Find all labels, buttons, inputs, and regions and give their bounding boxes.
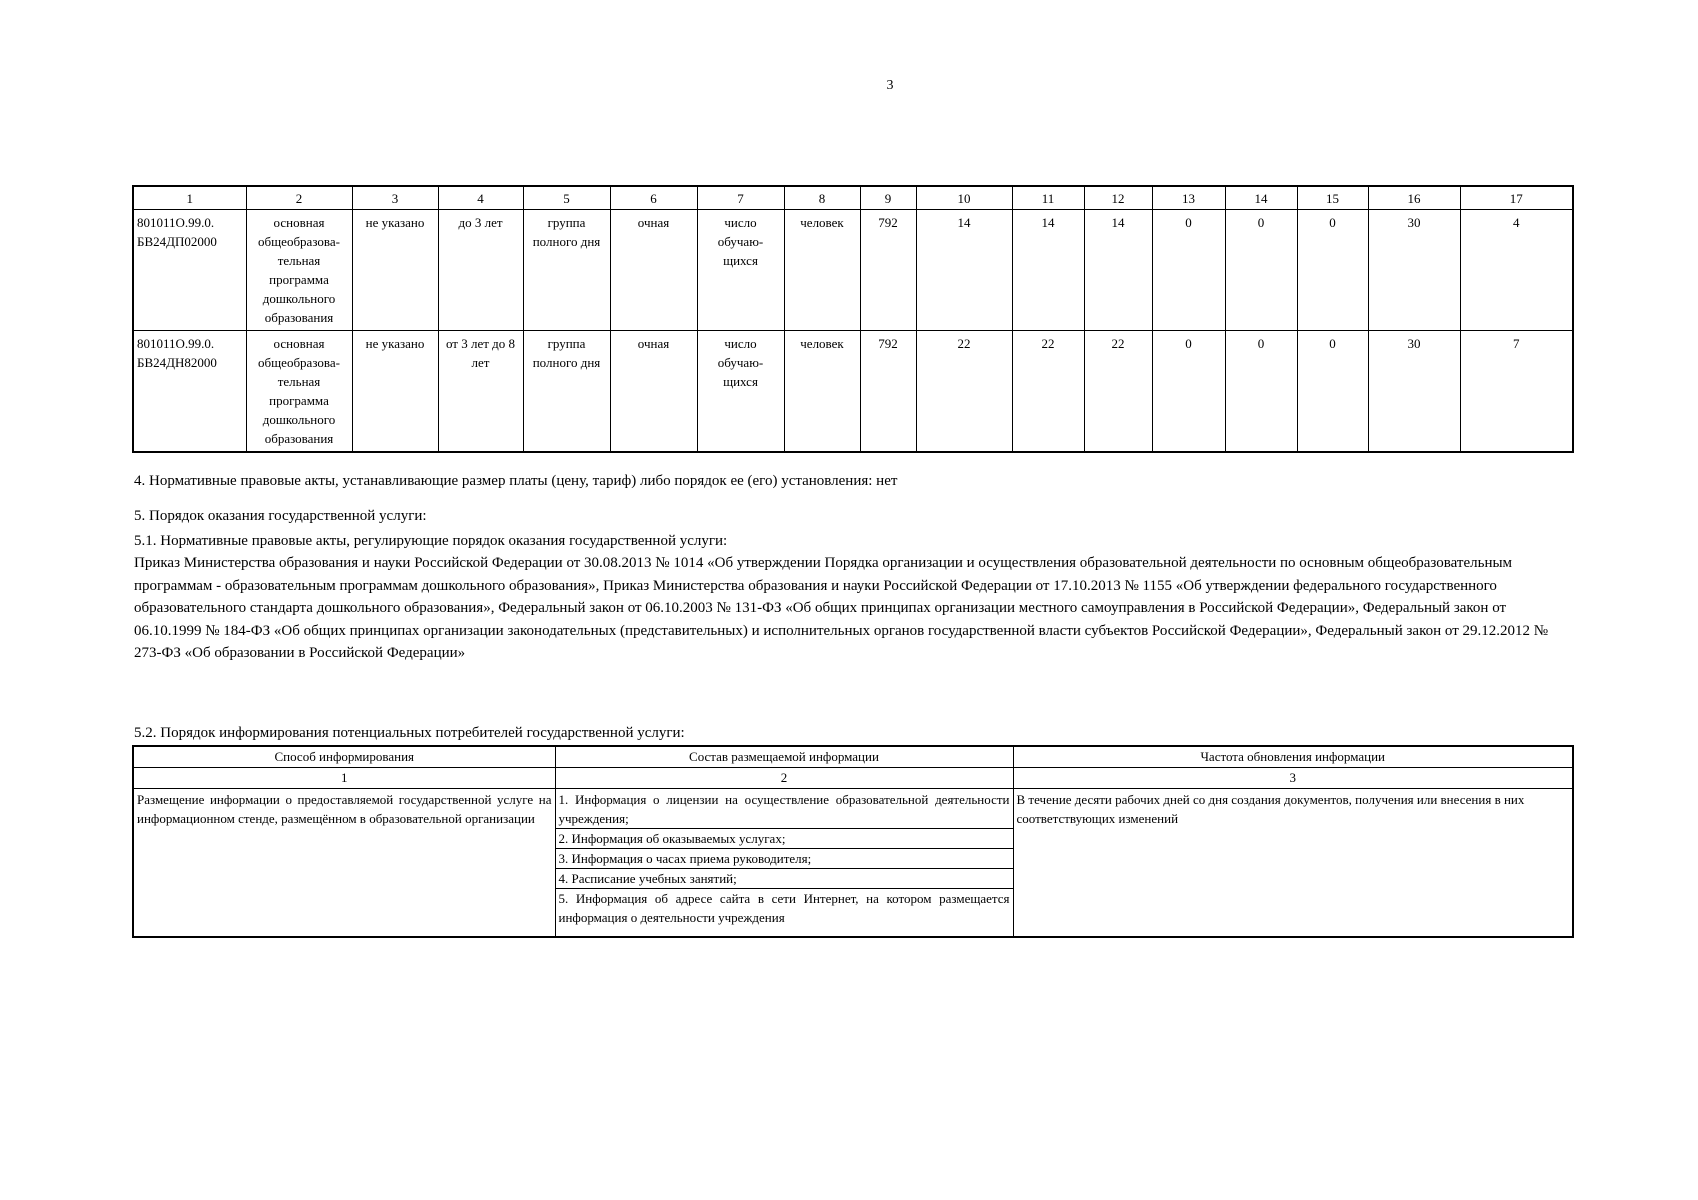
table1-col-number: 7	[697, 186, 784, 210]
indicator-cell: число обучаю- щихся	[697, 210, 784, 331]
section-5-2-heading: 5.2. Порядок информирования потенциальных потребителей государственной услуги:	[134, 725, 685, 741]
value-cell: 30	[1368, 210, 1460, 331]
table1-col-number: 4	[438, 186, 523, 210]
value-cell: 14	[1084, 210, 1152, 331]
indicator-cell: число обучаю- щихся	[697, 331, 784, 453]
value-cell: 0	[1152, 210, 1225, 331]
cell: группа полного дня	[523, 331, 610, 453]
unit-cell: человек	[784, 331, 860, 453]
value-cell: 30	[1368, 331, 1460, 453]
registry-code-cell: 801011О.99.0. БВ24ДН82000	[133, 331, 246, 453]
section-4-text: 4. Нормативные правовые акты, устанавливающие размер платы (цену, тариф) либо порядок ее (его) установления: нет	[134, 473, 898, 489]
value-cell: 0	[1225, 331, 1297, 453]
cell: не указано	[352, 331, 438, 453]
program-cell: основная общеобразова- тельная программа дошкольного образования	[246, 331, 352, 453]
table2-number-row	[133, 768, 1573, 789]
content-item: 1. Информация о лицензии на осуществление образовательной деятельности учреждения;	[558, 792, 1010, 826]
service-volume-table	[132, 185, 1574, 453]
cell: очная	[610, 331, 697, 453]
cell: не указано	[352, 210, 438, 331]
value-cell: 22	[916, 331, 1012, 453]
value-cell: 0	[1152, 331, 1225, 453]
informing-table	[132, 745, 1574, 938]
table1-col-number: 17	[1460, 186, 1573, 210]
program-cell: основная общеобразова- тельная программа дошкольного образования	[246, 210, 352, 331]
registry-code-cell: 801011О.99.0. БВ24ДП02000	[133, 210, 246, 331]
value-cell: 22	[1012, 331, 1084, 453]
value-cell: 7	[1460, 331, 1573, 453]
value-cell: 4	[1460, 210, 1573, 331]
table1-col-number: 8	[784, 186, 860, 210]
information-content-cell	[555, 789, 1013, 938]
table1-col-number: 11	[1012, 186, 1084, 210]
age-cell: от 3 лет до 8 лет	[438, 331, 523, 453]
value-cell: 22	[1084, 331, 1152, 453]
column-number: 1	[133, 768, 555, 789]
table-row	[133, 210, 1573, 331]
table1-col-number: 5	[523, 186, 610, 210]
value-cell: 0	[1225, 210, 1297, 331]
table1-col-number: 10	[916, 186, 1012, 210]
content-item: 4. Расписание учебных занятий;	[556, 868, 1013, 888]
value-cell: 0	[1297, 331, 1368, 453]
column-header: Состав размещаемой информации	[555, 746, 1013, 768]
content-item: 2. Информация об оказываемых услугах;	[556, 828, 1013, 848]
section-5-1-body: Приказ Министерства образования и науки Российской Федерации от 30.08.2013 № 1014 «Об утверждении Порядка организации и осуществления образовательной деятельности по основным общеобразовательным программам - образовательным программам дошкольного образования», Приказ Министерства образования и науки Российской Федерации от 17.10.2013 № 1155 «Об утверждении федерального государственного образовательного стандарта дошкольного образования», Федеральный закон от 06.10.2003 № 131-ФЗ «Об общих принципах организации местного самоуправления в Российской Федерации», Федеральный закон от 06.10.1999 № 184-ФЗ «Об общих принципах организации законодательных (представительных) и исполнительных органов государственной власти субъектов Российской Федерации», Федеральный закон от 29.12.2012 № 273-ФЗ «Об образовании в Российской Федерации»	[134, 555, 1549, 661]
table1-col-number: 6	[610, 186, 697, 210]
cell: очная	[610, 210, 697, 331]
table1-col-number: 16	[1368, 186, 1460, 210]
column-header: Способ информирования	[133, 746, 555, 768]
value-cell: 14	[1012, 210, 1084, 331]
section-5-heading: 5. Порядок оказания государственной услуги:	[134, 508, 427, 524]
column-number: 3	[1013, 768, 1573, 789]
value-cell: 14	[916, 210, 1012, 331]
content-item: 5. Информация об адресе сайта в сети Интернет, на котором размещается информация о деятельности учреждения	[556, 888, 1013, 927]
table-row	[133, 789, 1573, 938]
table1-col-number: 3	[352, 186, 438, 210]
table1-col-number: 2	[246, 186, 352, 210]
table1-col-number: 13	[1152, 186, 1225, 210]
content-item: 3. Информация о часах приема руководителя;	[556, 848, 1013, 868]
unit-cell: человек	[784, 210, 860, 331]
table-row	[133, 331, 1573, 453]
informing-method-cell: Размещение информации о предоставляемой государственной услуге на информационном стенде, размещённом в образовательной организации	[133, 789, 555, 938]
column-header: Частота обновления информации	[1013, 746, 1573, 768]
table1-header-row	[133, 186, 1573, 210]
table1-col-number: 1	[133, 186, 246, 210]
okei-cell: 792	[860, 331, 916, 453]
table1-col-number: 15	[1297, 186, 1368, 210]
table1-col-number: 14	[1225, 186, 1297, 210]
table1-col-number: 12	[1084, 186, 1152, 210]
column-number: 2	[555, 768, 1013, 789]
section-5-1-heading: 5.1. Нормативные правовые акты, регулирующие порядок оказания государственной услуги:	[134, 533, 728, 549]
value-cell: 0	[1297, 210, 1368, 331]
page-number: 3	[886, 78, 894, 93]
age-cell: до 3 лет	[438, 210, 523, 331]
table1-col-number: 9	[860, 186, 916, 210]
update-frequency-cell: В течение десяти рабочих дней со дня создания документов, получения или внесения в них соответствующих изменений	[1013, 789, 1573, 938]
cell: группа полного дня	[523, 210, 610, 331]
table2-header-row	[133, 746, 1573, 768]
okei-cell: 792	[860, 210, 916, 331]
